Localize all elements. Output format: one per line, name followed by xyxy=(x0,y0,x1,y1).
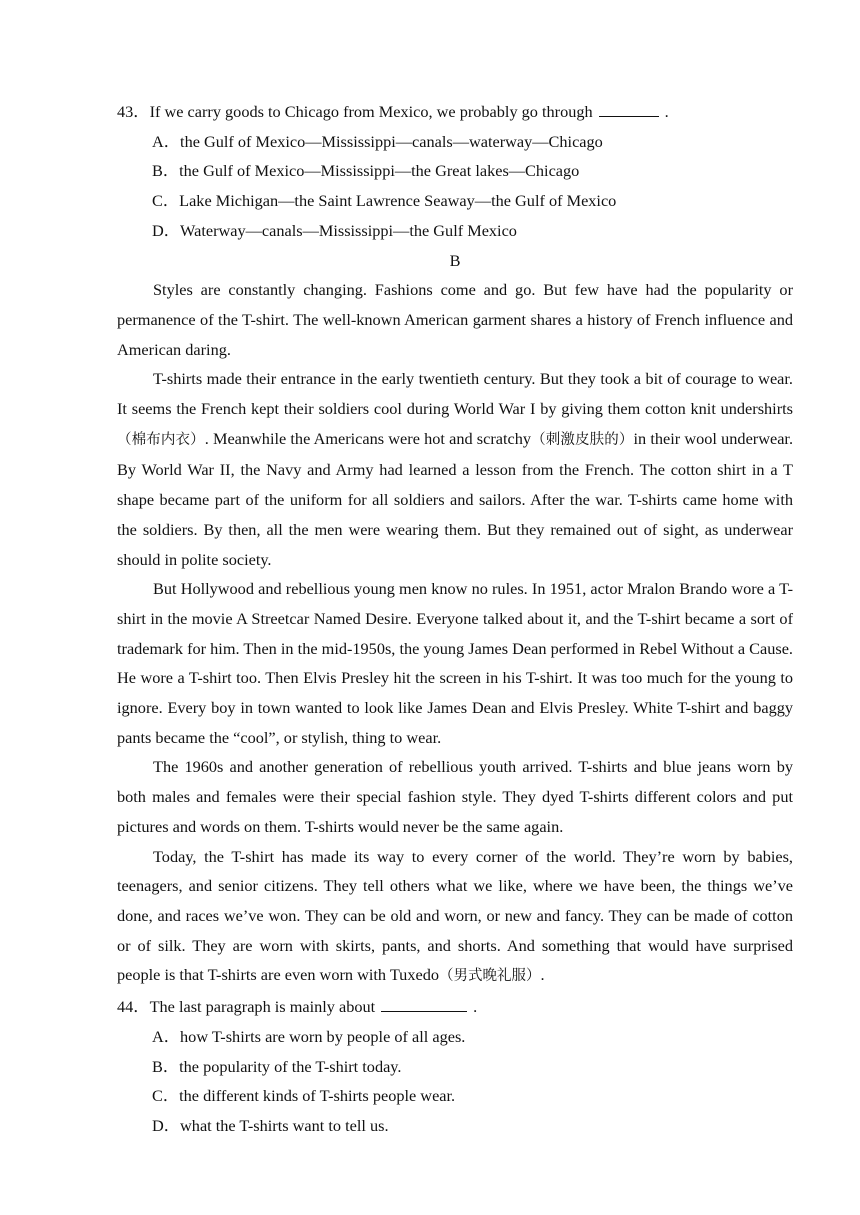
question-44-stem xyxy=(117,992,793,1022)
question-43-text: 43．If we carry goods to Chicago from Mexico, we probably go through xyxy=(117,102,593,121)
question-43-option-b: B．the Gulf of Mexico—Mississippi—the Great lakes—Chicago xyxy=(152,161,580,181)
gloss-cotton-undershirts: （棉布内衣） xyxy=(117,431,205,448)
paragraph-5-part-2: . xyxy=(540,965,545,985)
passage-paragraph-2 xyxy=(117,364,793,574)
question-44-option-b: B．the popularity of the T-shirt today. xyxy=(152,1056,402,1076)
paragraph-2-part-1: T-shirts made their entrance in the early twentieth century. But they took a bit of courage to wear. It seems the French kept their soldiers cool during World War I by giving them cotton knit undershirts xyxy=(117,369,793,419)
question-44-period: . xyxy=(473,997,478,1017)
document-page xyxy=(117,97,793,1141)
paragraph-2-part-3: in their wool underwear. By World War II, the Navy and Army had learned a lesson from the French. The cotton shirt in a T shape became part of the uniform for all soldiers and sailors. After the war. T-shirts came home with the soldiers. By then, all the men were wearing them. But they remained out of sight, as underwear should in polite society. xyxy=(117,428,794,569)
passage-paragraph-5 xyxy=(117,842,793,993)
gloss-scratchy: （刺激皮肤的） xyxy=(531,431,634,448)
gloss-tuxedo: （男式晚礼服） xyxy=(438,968,541,985)
question-43-option-c: C．Lake Michigan—the Saint Lawrence Seaway—the Gulf of Mexico xyxy=(152,191,617,211)
section-heading: B xyxy=(449,250,461,270)
question-44-option-a: A．how T-shirts are worn by people of all ages. xyxy=(152,1026,466,1046)
question-43-option-d: D．Waterway—canals—Mississippi—the Gulf Mexico xyxy=(152,220,517,240)
question-44-option-d: D．what the T-shirts want to tell us. xyxy=(152,1115,389,1135)
passage-paragraph-3: But Hollywood and rebellious young men know no rules. In 1951, actor Mralon Brando wore a T-shirt in the movie A Streetcar Named Desire. Everyone talked about it, and the T-shirt became a sort of trademark for him. Then in the mid-1950s, the young James Dean performed in Rebel Without a Cause. He wore a T-shirt too. Then Elvis Presley hit the screen in his T-shirt. It was too much for the young to ignore. Every boy in town wanted to look like James Dean and Elvis Presley. White T-shirt and baggy pants became the “cool”, or stylish, thing to wear. xyxy=(117,579,793,747)
answer-blank-44[interactable] xyxy=(381,995,467,1012)
passage-paragraph-4: The 1960s and another generation of rebellious youth arrived. T-shirts and blue jeans worn by both males and females were their special fashion style. They dyed T-shirts different colors and put pictures and words on them. T-shirts would never be the same again. xyxy=(117,757,793,836)
paragraph-2-part-2: . Meanwhile the Americans were hot and scratchy xyxy=(204,428,532,448)
question-44-text: 44．The last paragraph is mainly about xyxy=(117,997,376,1017)
paragraph-5-part-1: Today, the T-shirt has made its way to every corner of the world. They’re worn by babies, teenagers, and senior citizens. They tell others what we like, where we have been, the things we’ve done, and races we’ve won. They can be old and worn, or new and fancy. They can be made of cotton or of silk. They are worn with skirts, pants, and shorts. And something that would have surprised people is that T-shirts are even worn with Tuxedo xyxy=(117,846,793,985)
question-43-stem xyxy=(117,97,793,127)
question-43-option-a: A．the Gulf of Mexico—Mississippi—canals—waterway—Chicago xyxy=(152,131,603,151)
answer-blank-43[interactable] xyxy=(599,100,659,117)
question-43-period: . xyxy=(664,102,669,121)
passage-paragraph-1: Styles are constantly changing. Fashions come and go. But few have had the popularity or permanence of the T-shirt. The well-known American garment shares a history of French influence and American daring. xyxy=(117,280,793,359)
question-44-option-c: C．the different kinds of T-shirts people wear. xyxy=(152,1086,456,1106)
